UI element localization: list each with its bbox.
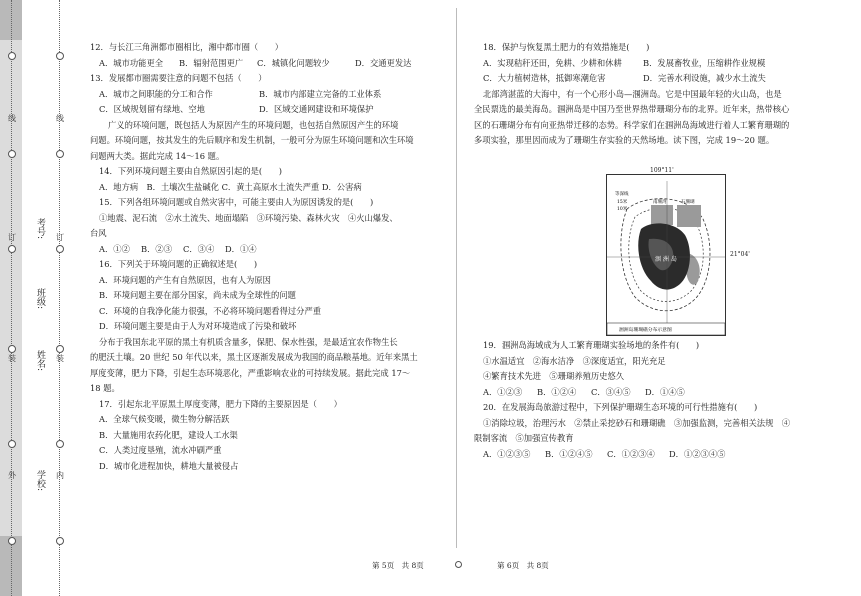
- q19-statements: ①水温适宜 ②海水洁净 ③深度适宜，阳光充足: [483, 355, 666, 366]
- option: A．①②③⑤: [483, 448, 531, 459]
- option: A．①②③: [483, 386, 523, 397]
- q15-statements: 台风: [90, 228, 107, 238]
- q14-options: A．地方病 B．土壤次生盐碱化 C．黄土高原水土流失严重 D．公害病: [99, 181, 362, 192]
- option: D．①④: [225, 243, 257, 254]
- option: C．城镇化问题较少: [257, 57, 330, 68]
- option: C．人类过度垦殖，流水冲刷严重: [99, 445, 222, 455]
- hole: [56, 245, 64, 253]
- q19-options: [474, 385, 849, 401]
- q15-options: [90, 242, 452, 258]
- school-label: 学校:: [35, 470, 45, 492]
- option: B．①②④: [537, 386, 577, 397]
- passage-intro: 北部湾湛蓝的大海中，有一个心形小岛—涠洲岛。它是中国最年轻的火山岛，也是: [483, 88, 782, 99]
- legend-10m-label: 10米: [617, 207, 628, 212]
- passage-intro: 厚度变薄，肥力下降，引起生态环境恶化，严重影响农业的可持续发展。据此完成 17～: [90, 367, 411, 378]
- seal-char-outer: 外: [8, 471, 16, 480]
- passage-intro: 广义的环境问题，既包括人为原因产生的环境问题，也包括自然原因产生的环境: [108, 119, 399, 130]
- question-18: 18．保护与恢复黑土肥力的有效措施是( ): [483, 42, 650, 52]
- option: C．环境的自我净化能力很强，不必将环境问题看得过分严重: [99, 305, 322, 316]
- q18-options-row2: [474, 71, 844, 87]
- q19-statements: ④繁育技术先进 ⑤珊瑚养殖历史悠久: [483, 371, 625, 381]
- seal-char-inner: 内: [56, 471, 64, 480]
- class-label: 班级:: [35, 288, 45, 310]
- option: B．①②④⑤: [545, 448, 593, 459]
- option: A．环境问题的产生有自然原因，也有人为原因: [99, 274, 271, 285]
- option: D．完善水利设施，减少水土流失: [643, 73, 766, 83]
- option: D．区域交通网建设和环境保护: [259, 104, 374, 114]
- q20-options: [474, 447, 849, 463]
- page-number-right: 第 6页 共 8页: [497, 561, 549, 570]
- right-page: [474, 40, 844, 149]
- option: B．②③: [141, 243, 172, 254]
- legend-contour-label: 等深线: [615, 192, 629, 197]
- q12-options: [90, 56, 452, 72]
- q20-statements: 限制客流 ⑤加强宣传教育: [474, 433, 574, 443]
- option: B．环境问题主要在部分国家，尚未成为全球性的问题: [99, 290, 296, 300]
- left-page: [90, 40, 452, 474]
- option: B．辐射范围更广: [179, 57, 244, 68]
- longitude-label: 109°11': [650, 167, 674, 174]
- outer-seal-line: [11, 0, 12, 596]
- option: C．③④: [183, 243, 215, 254]
- passage-intro: 全民票选的最美海岛。涠洲岛是中国乃至世界热带珊瑚分布的北界。近年来，热带核心: [474, 104, 790, 114]
- region-label: 南珊湾: [653, 200, 667, 205]
- seal-char-outer: 装: [8, 354, 16, 363]
- passage-intro: 18 题。: [90, 383, 120, 393]
- hole: [56, 345, 64, 353]
- option: C．①②③④: [607, 448, 655, 459]
- map-caption: 涠洲岛珊瑚礁分布示意图: [619, 328, 672, 333]
- question-12: 12．与长江三角洲都市圈相比，湘中都市圈（ ）: [90, 42, 284, 52]
- option: B．大量施用农药化肥，建设人工水渠: [99, 429, 238, 440]
- page-number-left: 第 5页 共 8页: [372, 561, 424, 570]
- latitude-label: 21°04': [730, 251, 750, 258]
- option: C．大力植树造林，抵御寒潮危害: [483, 73, 606, 83]
- footer-center-circle: [455, 561, 462, 568]
- q15-statements: ①地震、泥石流 ②水土流失、地面塌陷 ③环境污染、森林火灾 ④火山爆发、: [99, 212, 398, 223]
- question-14: 14．下列环境问题主要由自然原因引起的是( ): [99, 166, 282, 176]
- hole: [8, 440, 16, 448]
- question-20: 20．在发展海岛旅游过程中，下列保护珊瑚生态环境的可行性措施有( ): [483, 402, 758, 412]
- passage-intro: 的肥沃土壤。20 世纪 50 年代以来，黑土区逐渐发展成为我国的商品粮基地。近年来黑土: [90, 352, 418, 362]
- name-label: 姓名:: [35, 350, 45, 372]
- passage-intro: 区的石珊瑚分布有向亚热带迁移的态势。科学家们在涠洲岛海域进行着人工繁育珊瑚的: [474, 119, 790, 130]
- q13-options-row2: [90, 102, 452, 118]
- hole: [8, 537, 16, 545]
- island-label: 涠 洲 岛: [655, 256, 677, 263]
- exam-number-label: 考号:: [35, 218, 45, 240]
- option: D．环境问题主要是由于人为对环境造成了污染和破坏: [99, 321, 297, 331]
- option: A．①②: [99, 243, 130, 254]
- hole: [56, 150, 64, 158]
- seal-char-inner: 订: [56, 233, 64, 242]
- hole: [56, 52, 64, 60]
- question-13: 13．发展都市圈需要注意的问题不包括（ ）: [90, 73, 267, 83]
- hole: [8, 345, 16, 353]
- page-divider: [456, 8, 457, 548]
- option: D．交通更发达: [355, 57, 412, 68]
- inner-seal-line: [59, 0, 60, 596]
- q20-statements: ①消除垃圾，治理污水 ②禁止采挖砂石和珊瑚礁 ③加强监测，完善相关法规 ④: [483, 417, 790, 428]
- seal-char-inner: 装: [56, 354, 64, 363]
- seal-char-inner: 线: [56, 114, 64, 123]
- question-19: 19．涠洲岛海域成为人工繁育珊瑚实验场地的条件有( ): [483, 340, 700, 350]
- right-page-lower: [474, 338, 849, 462]
- option: B．城市内部建立完备的工业体系: [259, 88, 382, 99]
- option: A．城市之间职能的分工和合作: [99, 88, 213, 99]
- legend-15m-label: 15米: [617, 200, 628, 205]
- hole: [8, 150, 16, 158]
- option: C．区域规划留有绿地、空地: [99, 104, 205, 114]
- option: B．发展畜牧业，压缩耕作业规模: [643, 57, 766, 68]
- passage-intro: 问题。环境问题，按其发生的先后顺序和发生机制，一般可分为原生环境问题和次生环境: [90, 135, 414, 145]
- q18-options-row1: [474, 56, 844, 72]
- question-15: 15．下列各组环境问题或自然灾害中，可能主要由人为原因诱发的是( ): [99, 197, 374, 207]
- option: A．实现秸秆还田，免耕、少耕和休耕: [483, 57, 622, 68]
- passage-intro: 多项实验，那里因而成为了珊瑚生存实验的天然场地。读下图，完成 19～20 题。: [474, 135, 775, 145]
- binding-area: [22, 0, 82, 596]
- question-16: 16．下列关于环境问题的正确叙述是( ): [99, 259, 258, 269]
- option: C．③④⑤: [591, 386, 631, 397]
- option: A．城市功能更全: [99, 57, 164, 68]
- hole: [56, 440, 64, 448]
- q13-options-row1: [90, 87, 452, 103]
- map-svg: [607, 175, 725, 335]
- seal-char-outer: 线: [8, 114, 16, 123]
- option: D．城市化进程加快，耕地大量被侵占: [99, 460, 239, 471]
- seal-char-outer: 订: [8, 233, 16, 242]
- hole: [8, 245, 16, 253]
- hole: [8, 52, 16, 60]
- option: D．①④⑤: [645, 386, 685, 397]
- question-17: 17．引起东北平原黑土厚度变薄，肥力下降的主要原因是（ ）: [99, 398, 342, 409]
- option: D．①②③④⑤: [669, 448, 726, 459]
- option: A．全球气候变暖，微生物分解活跃: [99, 414, 230, 424]
- weizhou-island-map: [606, 174, 726, 336]
- region-label: 石珊瑚: [681, 200, 695, 205]
- hole: [56, 537, 64, 545]
- passage-intro: 分布于我国东北平原的黑土有机质含量多，保肥、保水性强，是最适宜农作物生长: [99, 336, 398, 347]
- passage-intro: 问题两大类。据此完成 14～16 题。: [90, 150, 225, 161]
